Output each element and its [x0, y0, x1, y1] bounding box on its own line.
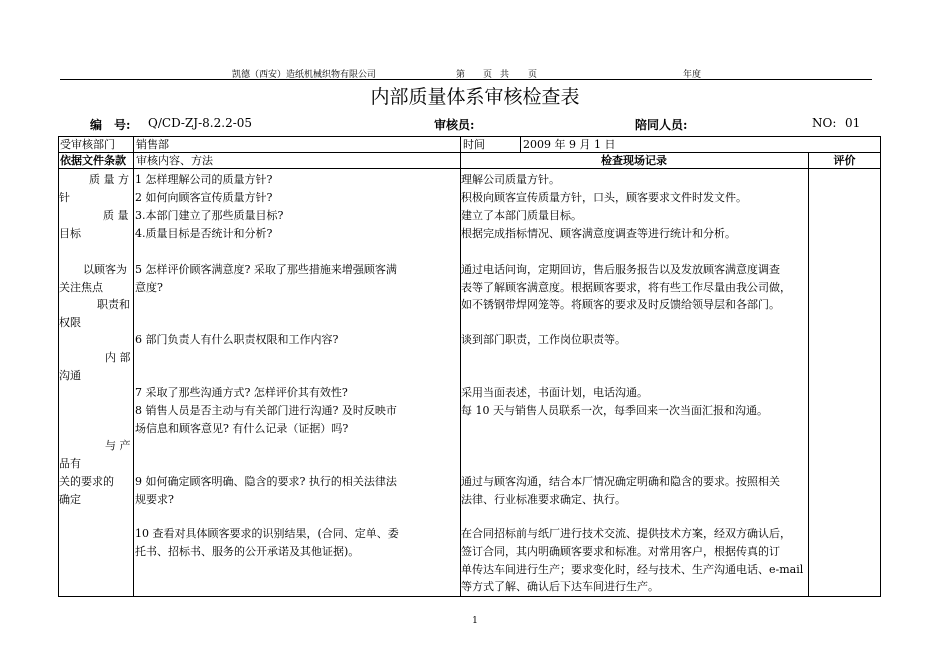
col3-line: 采用当面表述，书面计划，电话沟通。: [461, 386, 648, 399]
col2-line: 10 查看对具体顾客要求的识别结果，(合同、定单、委: [135, 527, 399, 540]
col2-line: 8 销售人员是否主动与有关部门进行沟通? 及时反映市: [135, 404, 397, 417]
col1-line: 关注焦点: [59, 281, 103, 294]
col2-line: 场信息和顾客意见? 有什么记录（证据）吗?: [135, 422, 349, 435]
col2-line: 意度?: [135, 281, 163, 294]
company-name: 凯德（西安）造纸机械织物有限公司: [232, 70, 377, 80]
col-header-eval: 评价: [833, 154, 856, 167]
page-label-gong: 共: [500, 70, 510, 80]
col1-line: 内 部: [105, 351, 131, 364]
col3-line: 积极向顾客宣传质量方针，口头，顾客要求文件时发文件。: [461, 191, 747, 204]
no-value: 01: [845, 116, 861, 130]
col3-line: 理解公司质量方针。: [461, 173, 560, 186]
col1-line: 以顾客为: [83, 263, 127, 276]
col2-line: 5 怎样评价顾客满意度? 采取了那些措施来增强顾客满: [135, 263, 397, 276]
col1-line: 关的要求的: [59, 475, 114, 488]
code-label: 编 号:: [90, 118, 131, 132]
col-header-basis: 依据文件条款: [60, 154, 126, 167]
col3-line: 等方式了解、确认后下达车间进行生产。: [461, 580, 659, 593]
col2-line: 9 如何确定顾客明确、隐含的要求? 执行的相关法律法: [135, 475, 397, 488]
time-value: 2009 年 9 月 1 日: [523, 138, 616, 151]
year-label: 年度: [683, 70, 702, 80]
col2-line: 2 如何向顾客宣传质量方针?: [135, 191, 273, 204]
col-line: [133, 136, 134, 597]
code-value: Q/CD-ZJ-8.2.2-05: [148, 116, 253, 130]
col-header-content: 审核内容、方法: [136, 154, 213, 167]
page-label-ye2: 页: [528, 70, 538, 80]
header-rule: [60, 79, 872, 80]
col3-line: 通过与顾客沟通，结合本厂情况确定明确和隐含的要求。按照相关: [461, 475, 780, 488]
companion-label: 陪同人员:: [635, 118, 688, 132]
no-label: NO:: [812, 116, 837, 130]
col3-line: 表等了解顾客满意度。根据顾客要求，将有些工作尽量由我公司做，: [461, 281, 791, 294]
col2-line: 4.质量目标是否统计和分析?: [135, 227, 273, 240]
col3-line: 通过电话问询，定期回访，售后服务报告以及发放顾客满意度调查: [461, 263, 780, 276]
col1-line: 品有: [59, 457, 81, 470]
col-line: [520, 136, 521, 152]
col-header-record: 检查现场记录: [601, 154, 667, 167]
col3-line: 根据完成指标情况、顾客满意度调查等进行统计和分析。: [461, 227, 736, 240]
col1-line: 权限: [59, 316, 81, 329]
col2-line: 3.本部门建立了那些质量目标?: [135, 209, 284, 222]
dept-label: 受审核部门: [60, 138, 115, 151]
col1-line: 职责和: [97, 298, 130, 311]
auditor-label: 审核员:: [434, 118, 475, 132]
col2-line: 1 怎样理解公司的质量方针?: [135, 173, 273, 186]
col3-line: 每 10 天与销售人员联系一次，每季回来一次当面汇报和沟通。: [461, 404, 768, 417]
col2-line: 6 部门负责人有什么职责权限和工作内容?: [135, 333, 339, 346]
col3-line: 单传达车间进行生产；要求变化时，经与技术、生产沟通电话、e-mail: [461, 563, 804, 576]
col2-line: 7 采取了那些沟通方式? 怎样评价其有效性?: [135, 386, 348, 399]
col1-line: 沟通: [59, 369, 81, 382]
col3-line: 在合同招标前与纸厂进行技术交流、提供技术方案，经双方确认后，: [461, 527, 791, 540]
col3-line: 如不锈钢带焊网笼等。将顾客的要求及时反馈给领导层和各部门。: [461, 298, 780, 311]
col2-line: 托书、招标书、服务的公开承诺及其他证据)。: [135, 545, 360, 558]
page-number: 1: [472, 616, 478, 626]
col2-line: 规要求?: [135, 493, 174, 506]
col-line: [808, 152, 809, 597]
col1-line: 针: [59, 191, 70, 204]
col3-line: 签订合同，其内明确顾客要求和标准。对常用客户，根据传真的订: [461, 545, 780, 558]
col3-line: 法律、行业标准要求确定、执行。: [461, 493, 626, 506]
col1-line: 目标: [59, 227, 81, 240]
page-label-ye: 页: [483, 70, 493, 80]
col3-line: 建立了本部门质量目标。: [461, 209, 582, 222]
col1-line: 质 量 方: [89, 173, 129, 186]
page-label-di: 第: [456, 70, 466, 80]
dept-value: 销售部: [136, 138, 169, 151]
col1-line: 质 量: [103, 209, 129, 222]
col3-line: 谈到部门职责，工作岗位职责等。: [461, 333, 626, 346]
document-title: 内部质量体系审核检查表: [370, 86, 580, 108]
col1-line: 确定: [59, 493, 81, 506]
row-line: [58, 168, 881, 169]
time-label: 时间: [463, 138, 485, 151]
col1-line: 与 产: [105, 439, 131, 452]
